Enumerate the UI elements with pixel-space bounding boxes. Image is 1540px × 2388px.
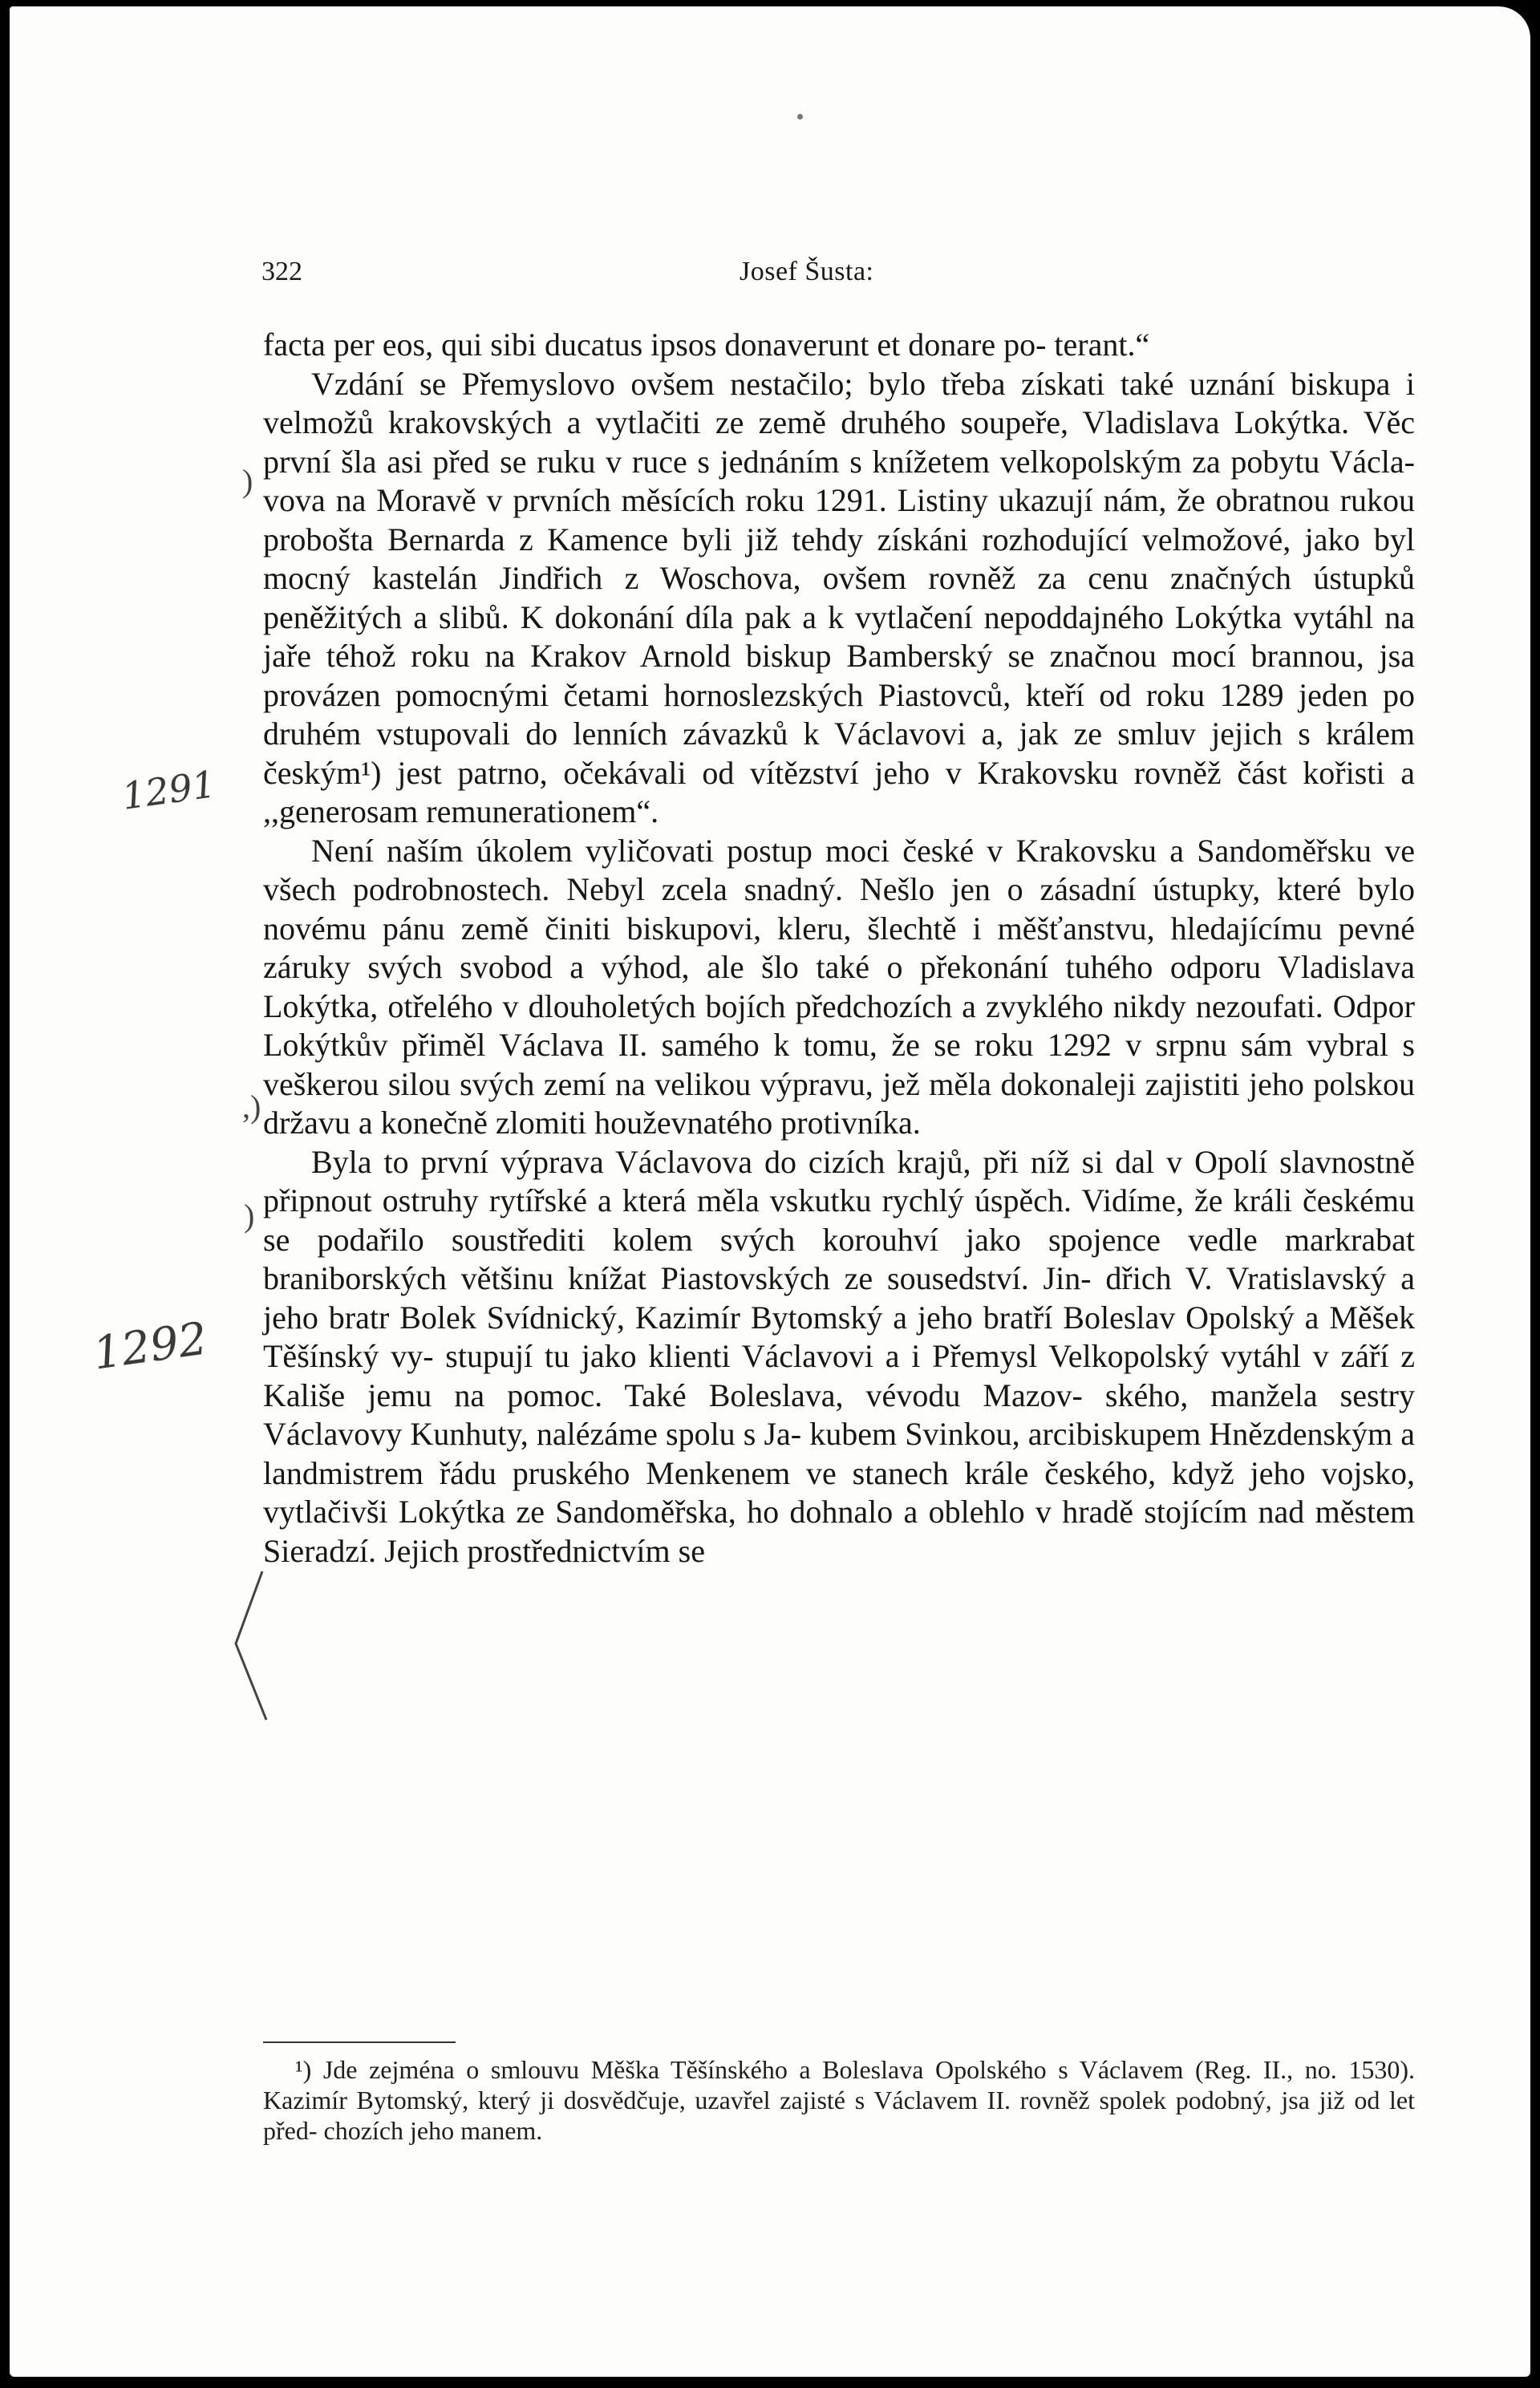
pencil-bracket-icon — [226, 1567, 274, 1728]
scanned-page — [10, 6, 1530, 2377]
footnote-text: ¹) Jde zejména o smlouvu Měška Těšínského a Boleslava Opolského s Václavem (Reg. II., no. 1530). Kazimír Bytomský, který ji dosvědčuje, uzavřel zajisté s Václavem II. rovněž spolek podobný, jsa již od let před- chozích jeho manem. — [263, 2055, 1415, 2145]
paragraph: Není naším úkolem vyličovati postup moci české v Krakovsku a Sandoměřsku ve všech podrobnostech. Nebyl zcela snadný. Nešlo jen o zásadní ústupky, které bylo novému pánu země činiti biskupovi, kleru, šlechtě i měšťanstvu, hledajícímu pevné záruky svých svobod a výhod, ale šlo také o překonání tuhého odporu Vladislava Lokýtka, otřelého v dlouholetých bojích předchozích a zvyklého nikdy nezoufati. Odpor Lokýtkův přiměl Václava II. samého k tomu, že se roku 1292 v srpnu sám vybral s veškerou silou svých zemí na velikou výpravu, jež měla dokonaleji zajistiti jeho polskou državu a konečně zlomiti houževnatého protivníka. — [263, 832, 1415, 1141]
body-text — [263, 326, 1415, 1571]
footnote — [263, 2054, 1415, 2146]
margin-note-1292: 1292 — [90, 1312, 211, 1380]
pencil-mark: ) — [242, 463, 253, 499]
footnote-rule — [263, 2041, 456, 2043]
running-title: Josef Šusta: — [740, 257, 874, 286]
margin-note-1291: 1291 — [119, 762, 219, 818]
page-header — [10, 257, 1530, 297]
pencil-mark: ,) — [242, 1089, 261, 1125]
page-number: 322 — [261, 257, 302, 286]
speck — [797, 114, 803, 120]
paragraph: Byla to první výprava Václavova do cizích krajů, při níž si dal v Opolí slavnostně připnout ostruhy rytířské a která měla vskutku rychlý úspěch. Vidíme, že králi českému se podařilo soustřediti kolem svých korouhví jako spojence vedle markrabat braniborských většinu knížat Piastovských ze sousedství. Jin- dřich V. Vratislavský a jeho bratr Bolek Svídnický, Kazimír Bytomský a jeho bratří Boleslav Opolský a Měšek Těšínský vy- stupují tu jako klienti Václavovi a i Přemysl Velkopolský vytáhl v září z Kališe jemu na pomoc. Také Boleslava, vévodu Mazov- ského, manžela sestry Václavovy Kunhuty, nalézáme spolu s Ja- kubem Svinkou, arcibiskupem Hnězdenským a landmistrem řádu pruského Menkenem ve stanech krále českého, když jeho vojsko, vytlačivši Lokýtka ze Sandoměřska, ho dohnalo a oblehlo v hradě stojícím nad městem Sieradzí. Jejich prostřednictvím se — [263, 1143, 1415, 1569]
pencil-mark: ) — [244, 1198, 255, 1234]
paragraph-continuation: facta per eos, qui sibi ducatus ipsos donaverunt et donare po- terant.“ — [263, 326, 1150, 363]
paragraph: Vzdání se Přemyslovo ovšem nestačilo; bylo třeba získati také uznání biskupa i velmožů krakovských a vytlačiti ze země druhého soupeře, Vladislava Lokýtka. Věc první šla asi před se ruku v ruce s jednáním s knížetem velkopolským za pobytu Václa- vova na Moravě v prvních měsících roku 1291. Listiny ukazují nám, že obratnou rukou probošta Bernarda z Kamence byli již tehdy získáni rozhodující velmožové, jako byl mocný kastelán Jindřich z Woschova, ovšem rovněž za cenu značných ústupků peněžitých a slibů. K dokonání díla pak a k vytlačení nepoddajného Lokýtka vytáhl na jaře téhož roku na Krakov Arnold biskup Bamberský se značnou mocí brannou, jsa provázen pomocnými četami hornoslezských Piastovců, kteří od roku 1289 jeden po druhém vstupovali do lenních závazků k Václavovi a, jak ze smluv jejich s králem českým¹) jest patrno, očekávali od vítězství jeho v Krakovsku rovněž část kořisti a ,,generosam remunerationem“. — [263, 365, 1415, 829]
